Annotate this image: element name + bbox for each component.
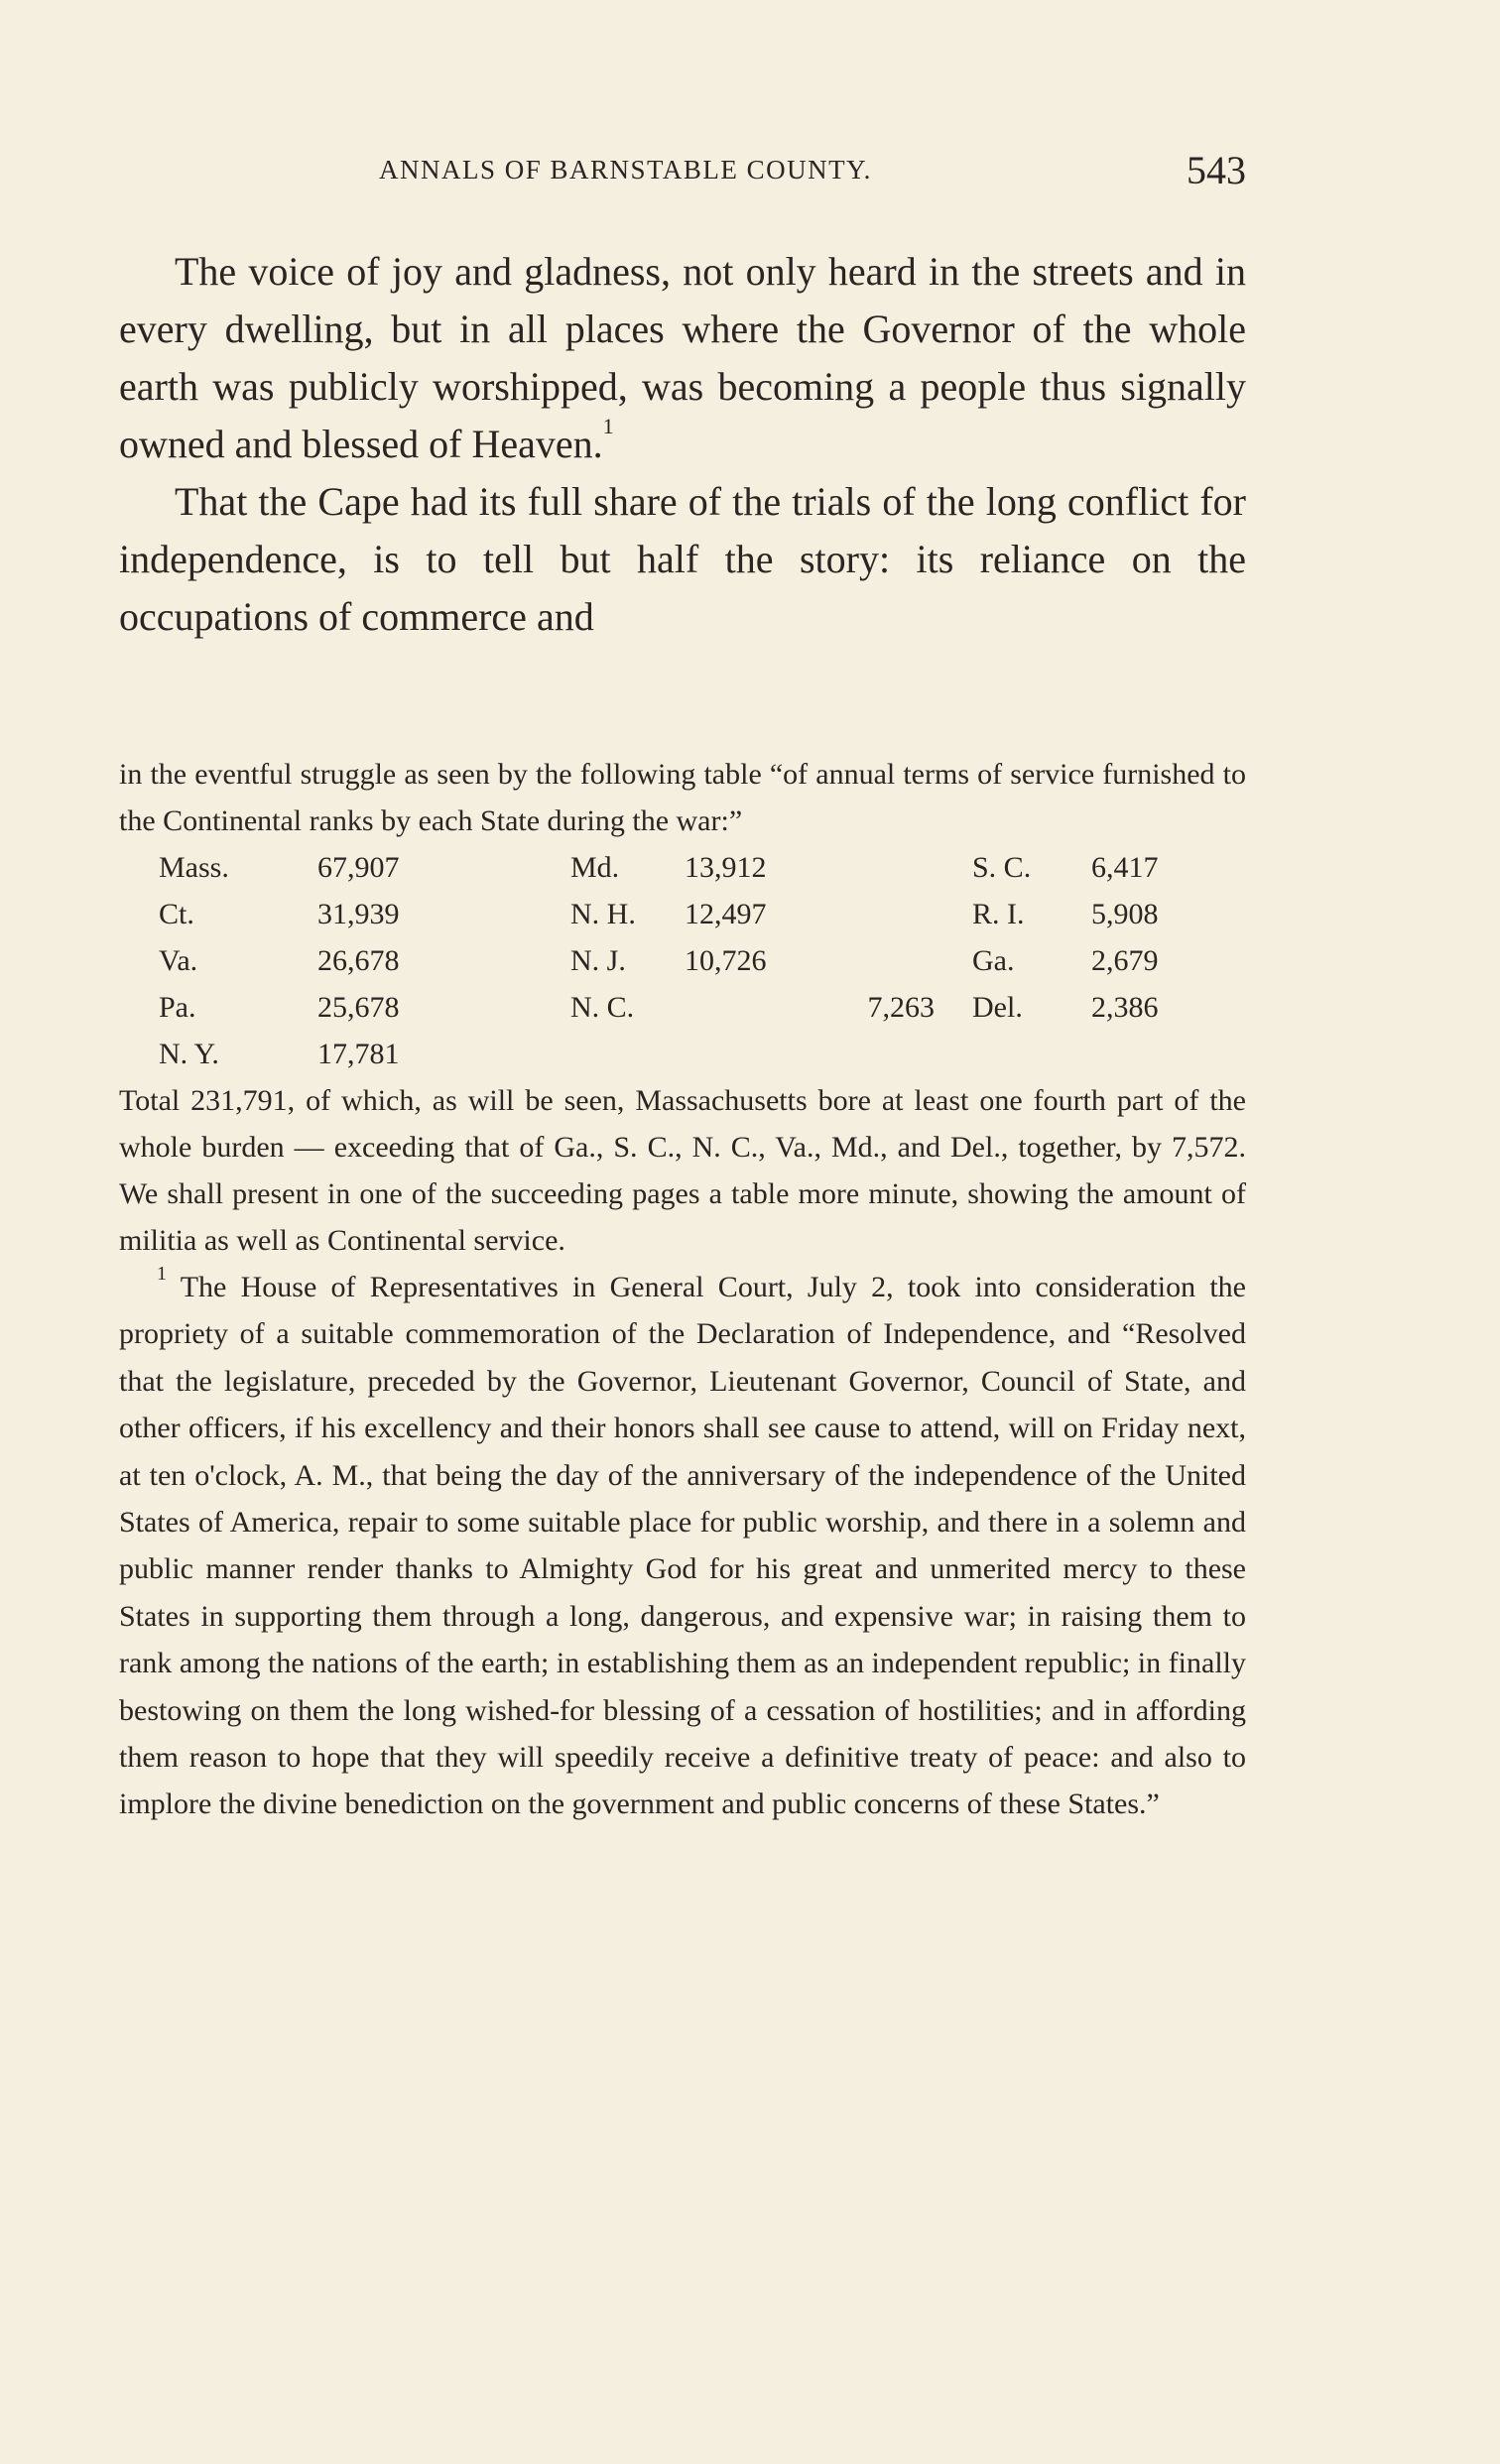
- table-value: 67,907: [317, 851, 400, 884]
- table-state: N. Y.: [159, 1038, 219, 1070]
- paragraph-cape: [119, 473, 1246, 646]
- continental-service-table: [159, 844, 1246, 1077]
- table-value: 7,263: [867, 991, 935, 1024]
- footnote: [119, 1264, 1246, 1828]
- table-state: N. C.: [570, 991, 635, 1024]
- running-head: ANNALS OF BARNSTABLE COUNTY.: [379, 155, 872, 185]
- table-state: S. C.: [972, 851, 1032, 884]
- small-print-section: [119, 751, 1246, 1828]
- table-state: Va.: [159, 944, 198, 977]
- table-value: 5,908: [1091, 898, 1159, 930]
- table-state: N. H.: [570, 898, 636, 930]
- footnote-reference: 1: [602, 414, 614, 438]
- table-value: 26,678: [317, 944, 400, 977]
- paragraph-cape-text: That the Cape had its full share of the trials of the long conflict for independence, is to tell but half the story: its reliance on the occupations of commerce and: [119, 479, 1246, 639]
- table-state: Mass.: [159, 851, 229, 884]
- total-paragraph: Total 231,791, of which, as will be seen, Massachusetts bore at least one fourth part of the whole burden — exceeding that of Ga., S. C., N. C., Va., Md., and Del., together, by 7,572. We shall present in one of the succeeding pages a table more minute, showing the amount of militia as well as Continental service.: [119, 1084, 1246, 1257]
- table-state: Pa.: [159, 991, 196, 1024]
- table-state: Md.: [570, 851, 620, 884]
- table-value: 2,679: [1091, 944, 1159, 977]
- table-state: Ct.: [159, 898, 194, 930]
- table-intro: in the eventful struggle as seen by the following table “of annual terms of service furnished to the Continental ranks by each State during the war:”: [119, 758, 1246, 837]
- footnote-text: The House of Representatives in General Court, July 2, took into consideration the propriety of a suitable commemoration of the Declaration of Independence, and “Resolved that the legislature, preceded by the Governor, Lieutenant Governor, Council of State, and other officers, if his excellency and their honors shall see cause to attend, will on Friday next, at ten o'clock, A. M., that being the day of the anniversary of the independence of the United States of America, repair to some suitable place for public worship, and there in a solemn and public manner render thanks to Almighty God for his great and unmerited mercy to these States in supporting them through a long, dangerous, and expensive war; in raising them to rank among the nations of the earth; in establishing them as an independent republic; in finally bestowing on them the long wished-for blessing of a cessation of hostilities; and in affording them reason to hope that they will speedily receive a definitive treaty of peace: and also to implore the divine benediction on the government and public concerns of these States.”: [119, 1271, 1246, 1821]
- table-value: 2,386: [1091, 991, 1159, 1024]
- table-value: 25,678: [317, 991, 400, 1024]
- paragraph-joy-text: The voice of joy and gladness, not only heard in the streets and in every dwelling, but in all places where the Governor of the whole earth was publicly worshipped, was becoming a people thus signally owned and blessed of Heaven.: [119, 249, 1246, 466]
- page-number: 543: [1187, 148, 1246, 192]
- table-state: Ga.: [972, 944, 1015, 977]
- page-header: [119, 147, 1246, 196]
- table-value: 12,497: [685, 898, 767, 930]
- table-value: 6,417: [1091, 851, 1159, 884]
- footnote-mark: 1: [157, 1263, 167, 1285]
- table-state: Del.: [972, 991, 1023, 1024]
- table-state: N. J.: [570, 944, 626, 977]
- table-value: 31,939: [317, 898, 400, 930]
- table-state: R. I.: [972, 898, 1025, 930]
- table-value: 17,781: [317, 1038, 400, 1070]
- paragraph-joy: [119, 243, 1246, 473]
- table-value: 10,726: [685, 944, 767, 977]
- table-value: 13,912: [685, 851, 767, 884]
- main-text: [119, 243, 1246, 646]
